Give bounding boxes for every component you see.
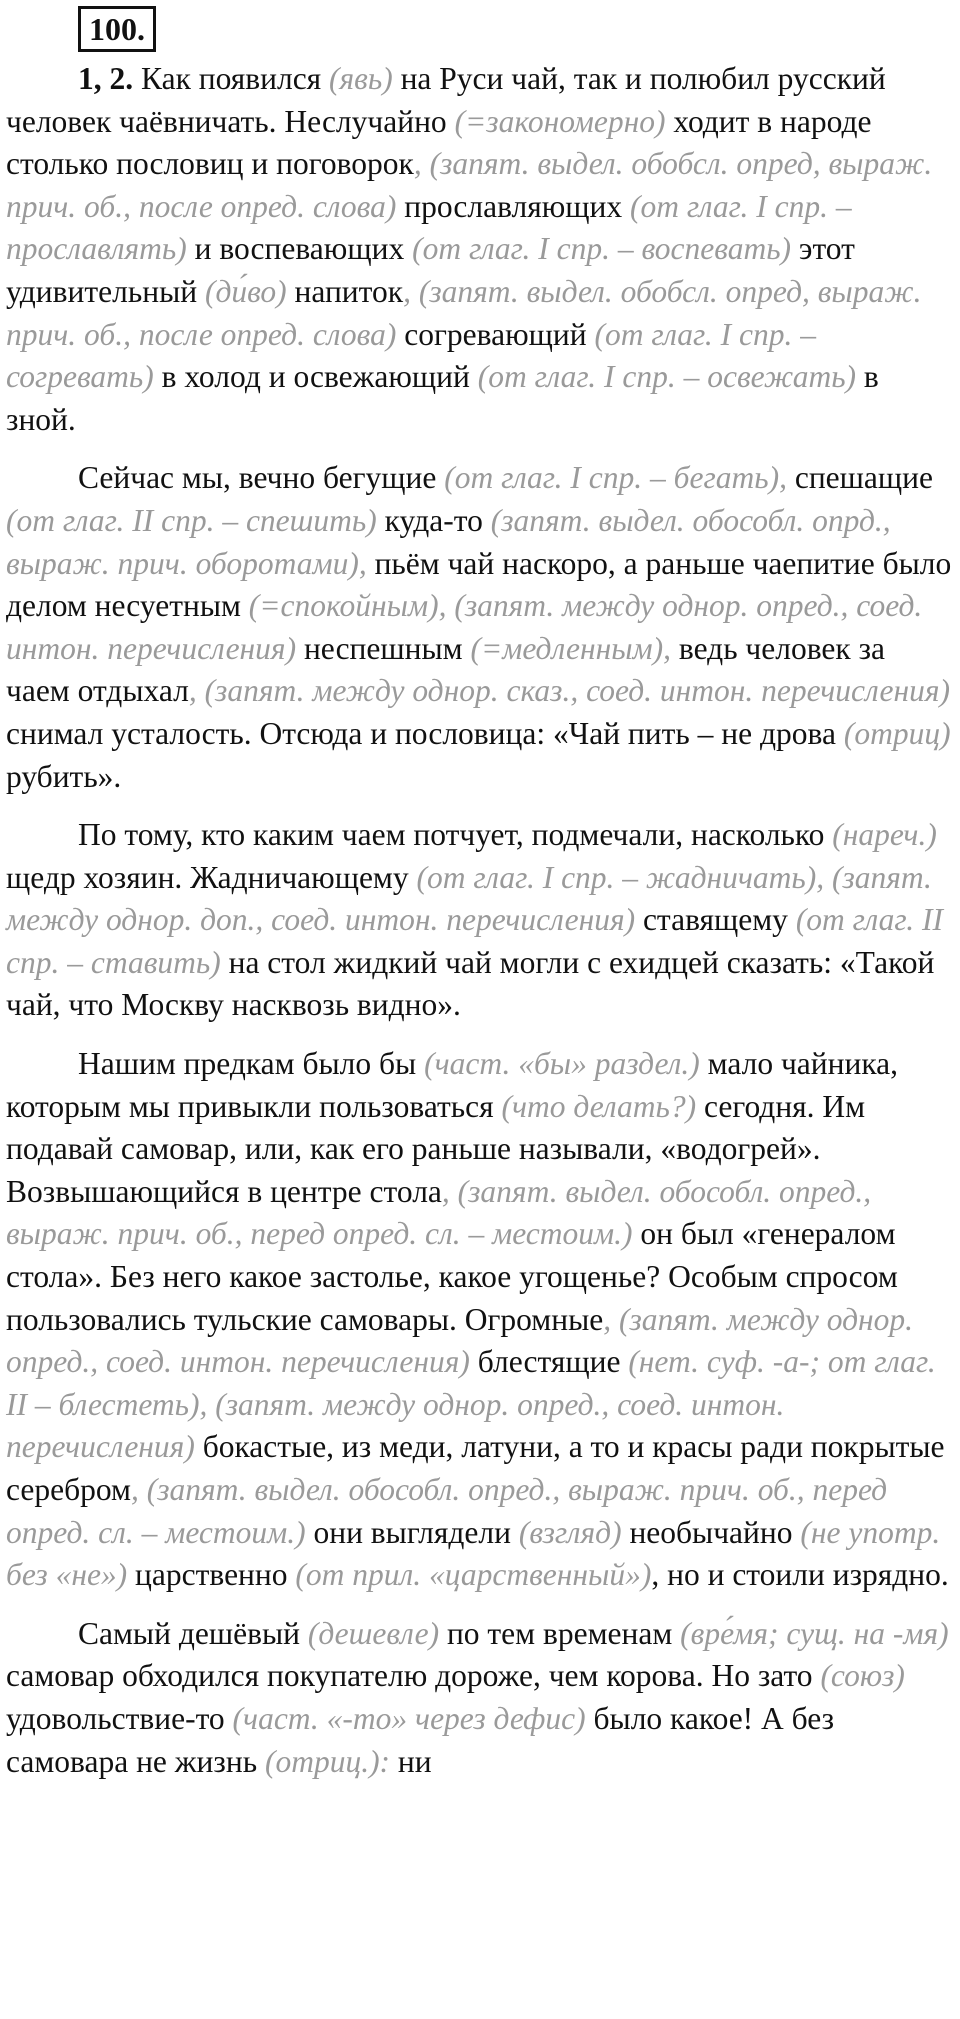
text-segment: и воспевающих [186, 231, 413, 267]
paragraph-1 [6, 58, 954, 441]
text-segment: ведь человек за чаем отдыхал [6, 630, 885, 709]
text-segment: они выглядели [305, 1514, 519, 1550]
text-segment: самовар обходился покупателю дороже, чем корова. Но зато [6, 1658, 821, 1694]
paragraph-4 [6, 1043, 954, 1597]
grammar-comment: (от глаг. I спр. – освежать) [477, 359, 857, 395]
text-segment: ходит в народе столько пословиц и поговорок [6, 103, 872, 182]
text-segment: Как появился [133, 61, 330, 96]
text-segment: необычайно [621, 1514, 801, 1550]
grammar-comment: (от глаг. I спр. – бегать), [444, 460, 787, 496]
grammar-comment: , (запят. выдел. обособл. опред., выраж. прич. об., перед опред. сл. – местоим.) [6, 1472, 888, 1550]
grammar-comment: (не употр. без «не») [6, 1514, 941, 1593]
text-segment: согревающий [396, 316, 595, 352]
grammar-comment: (ди́во) [204, 273, 287, 309]
grammar-comment: , (запят. между однор. сказ., соед. интон. перечисления) [188, 673, 950, 709]
text-segment: , но и стоили изрядно. [651, 1557, 949, 1593]
grammar-comment: (дешевле) [307, 1615, 440, 1651]
text-segment: ни [390, 1743, 432, 1779]
text-segment: бокастые, из меди, латуни, а то и красы ради покрытые серебром [6, 1429, 945, 1507]
grammar-comment: (от глаг. II спр. – спешить) [6, 502, 377, 538]
exercise-number: 100. [78, 6, 156, 52]
text-segment: неспешным [296, 630, 471, 666]
grammar-comment: (отриц.): [264, 1743, 391, 1779]
text-segment: в холод и освежающий [153, 359, 478, 395]
grammar-comment: (от глаг. I спр. – воспевать) [412, 231, 792, 267]
text-segment: пьём чай наскоро, а раньше чаепитие было делом несуетным [6, 545, 952, 624]
grammar-comment: (част. «-то» через дефис) [232, 1700, 586, 1736]
text-segment: на Руси чай, так и полюбил русский человек чаёвничать. Неслучайно [6, 61, 886, 139]
grammar-comment: (=медленным), [470, 630, 672, 666]
grammar-comment: (союз) [820, 1658, 905, 1694]
text-segment: царственно [127, 1557, 296, 1593]
text-segment: Сейчас мы, вечно бегущие [78, 460, 445, 496]
grammar-comment: (от прил. «царственный») [295, 1557, 652, 1593]
grammar-comment: (вре́мя; сущ. на -мя) [680, 1615, 949, 1651]
grammar-comment: (отриц) [843, 715, 951, 751]
text-segment: По тому, кто каким чаем потчует, подмечали, насколько [78, 817, 833, 853]
text-segment: сегодня. Им подавай самовар, или, как его раньше называли, «водогрей». Возвышающийся в центре стола [6, 1088, 866, 1209]
text-segment: в зной. [6, 359, 879, 437]
grammar-comment: (запят. выдел. обособл. опрд., выраж. прич. оборотами), [6, 502, 891, 581]
text-segment: щедр хозяин. Жадничающему [6, 859, 417, 895]
grammar-comment: , (запят. выдел. обобсл. опред, выраж. прич. об., после опред. слова) [6, 273, 922, 352]
exercise-text [6, 58, 954, 1799]
text-segment: Нашим предкам было бы [78, 1046, 425, 1082]
text-segment: по тем временам [439, 1615, 681, 1651]
grammar-comment: , (запят. между однор. опред., соед. интон. перечисления) [6, 1301, 914, 1380]
text-segment: рубить». [6, 758, 122, 794]
grammar-comment: (от глаг. I спр. – жадничать), (запят. между однор. доп., соед. интон. перечисления) [6, 859, 932, 938]
text-segment: ставящему [635, 902, 796, 938]
text-segment: прославляющих [396, 188, 631, 224]
text-segment: он был «генералом стола». Без него какое застолье, какое угощенье? Особым спросом пользовались тульские самовары. Огромные [6, 1216, 898, 1337]
grammar-comment: (что делать?) [501, 1088, 697, 1124]
grammar-comment: , (запят. выдел. обобсл. опред, выраж. прич. об., после опред. слова) [6, 146, 933, 224]
grammar-comment: (нет. суф. -а-; от глаг. II – блестеть), (запят. между однор. опред., соед. интон. перечисления) [6, 1344, 936, 1465]
grammar-comment: (част. «бы» раздел.) [424, 1046, 700, 1082]
grammar-comment: (от глаг. I спр. – прославлять) [6, 188, 852, 267]
text-segment: было какое! А без самовара не жизнь [6, 1700, 835, 1779]
grammar-comment: (=спокойным), (запят. между однор. опред., соед. интон. перечисления) [6, 588, 923, 666]
paragraph-3 [6, 814, 954, 1027]
text-segment: на стол жидкий чай могли с ехидцей сказать: «Такой чай, что Москву насквозь видно». [6, 944, 935, 1023]
grammar-comment: (от глаг. I спр. – согревать) [6, 316, 817, 395]
text-segment: блестящие [469, 1344, 629, 1380]
text-segment: куда-то [376, 502, 491, 538]
text-segment: напиток [286, 273, 404, 309]
text-segment: этот удивительный [6, 231, 855, 309]
text-segment: удовольствие-то [6, 1700, 233, 1736]
text-segment: снимал усталость. Отсюда и пословица: «Чай пить – не дрова [6, 715, 844, 751]
grammar-comment: (=закономерно) [454, 103, 666, 139]
text-segment: Самый дешёвый [78, 1615, 308, 1651]
text-segment: спешащие [786, 460, 933, 496]
paragraph-5 [6, 1613, 954, 1783]
grammar-comment: , (запят. выдел. обособл. опред., выраж. прич. об., перед опред. сл. – местоим.) [6, 1173, 872, 1252]
text-segment: мало чайника, которым мы привыкли пользоваться [6, 1046, 899, 1124]
grammar-comment: (явь) [329, 61, 393, 96]
grammar-comment: (от глаг. II спр. – ставить) [6, 902, 944, 980]
task-label: 1, 2. [78, 61, 134, 96]
grammar-comment: (нареч.) [832, 817, 937, 853]
grammar-comment: (взгляд) [518, 1514, 622, 1550]
paragraph-2 [6, 457, 954, 798]
